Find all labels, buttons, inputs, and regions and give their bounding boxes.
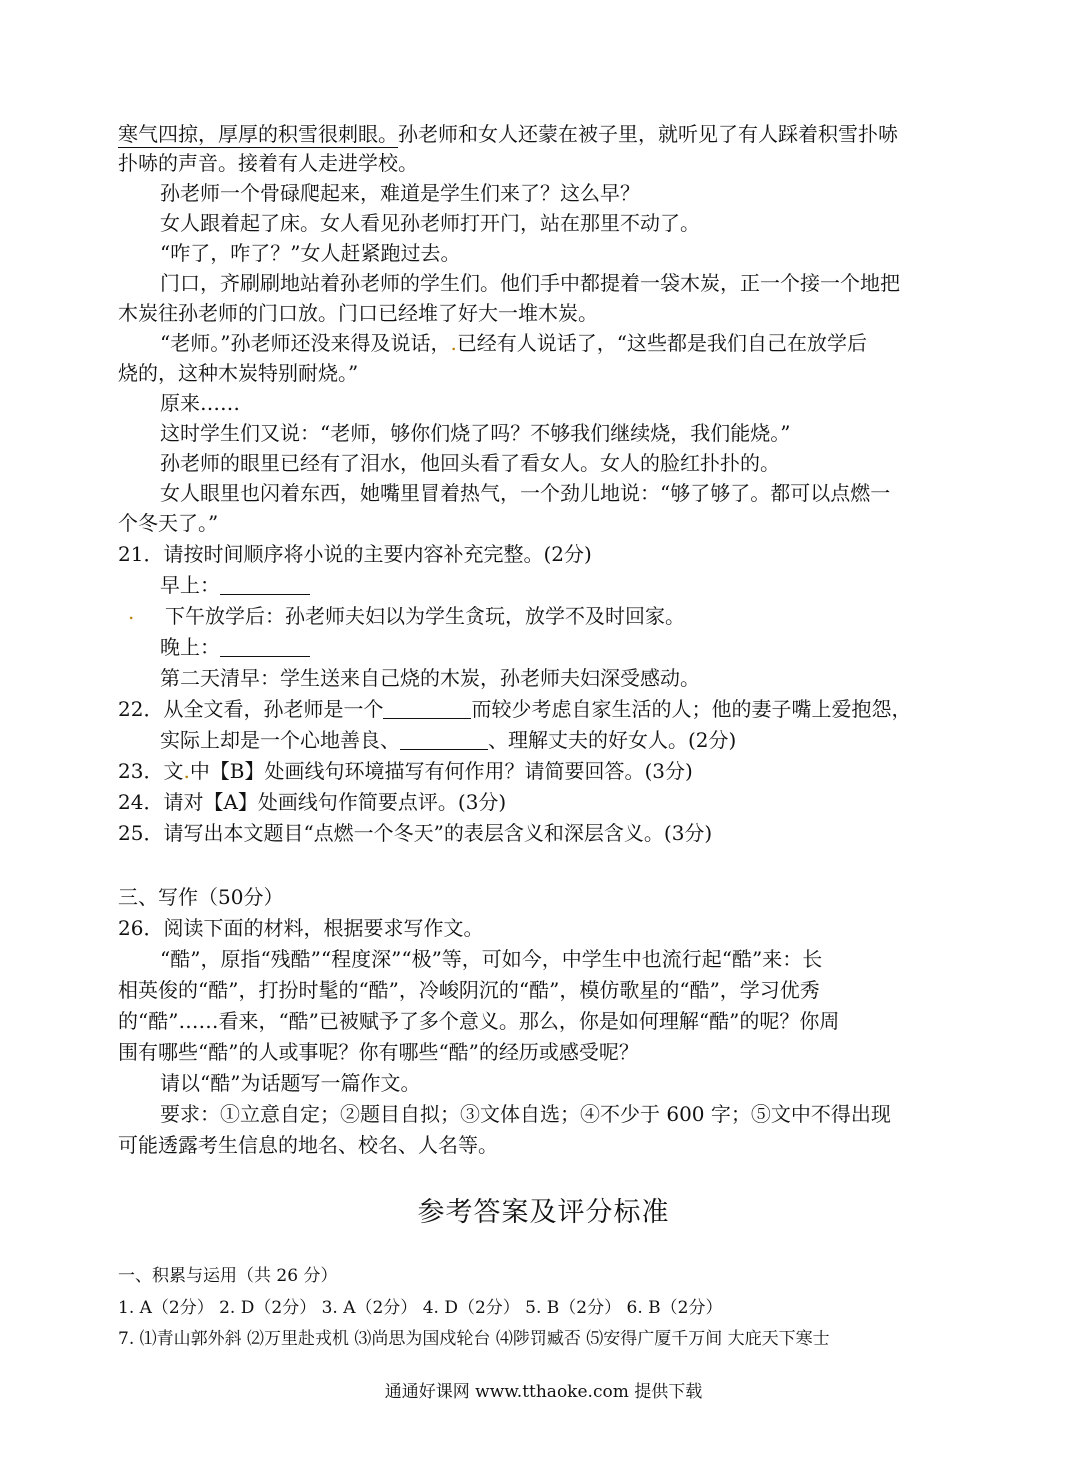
answers-row-2: 7. ⑴青山郭外斜 ⑵万里赴戎机 ⑶尚思为国戍轮台 ⑷陟罚臧否 ⑸安得广厦千万间 大庇天下寒士 <box>118 1329 830 1349</box>
story-paragraph-1: 寒气四掠，厚厚的积雪很刺眼。孙老师和女人还蒙在被子里，就听见了有人踩着积雪扑哧 <box>118 122 898 146</box>
story-paragraph-9: 孙老师的眼里已经有了泪水，他回头看了看女人。女人的脸红扑扑的。 <box>160 451 780 475</box>
answers-row-1: 1. A（2分） 2. D（2分） 3. A（2分） 4. D（2分） 5. B（2分） 6. B（2分） <box>118 1298 723 1318</box>
story-paragraph-3: 女人跟着起了床。女人看见孙老师打开门，站在那里不动了。 <box>160 211 700 235</box>
stray-dot: . <box>450 331 457 355</box>
story-paragraph-8: 这时学生们又说：“老师，够你们烧了吗？不够我们继续烧，我们能烧。” <box>160 421 791 445</box>
story-paragraph-10-cont: 个冬天了。” <box>118 511 219 535</box>
story-paragraph-10: 女人眼里也闪着东西，她嘴里冒着热气，一个劲儿地说：“够了够了。都可以点燃一 <box>160 481 891 505</box>
question-23: 23．文.中【B】处画线句环境描写有何作用？请简要回答。(3分) <box>118 759 693 783</box>
answer-blank[interactable] <box>220 574 310 595</box>
answers-section-1: 一、积累与运用（共 26 分） <box>118 1266 338 1286</box>
question-22-cont: 实际上却是一个心地善良、 、理解丈夫的好女人。(2分) <box>160 728 737 752</box>
question-25: 25．请写出本文题目“点燃一个冬天”的表层含义和深层含义。(3分) <box>118 821 713 845</box>
q21-morning: 早上： <box>160 571 310 599</box>
stray-dot-mark: . <box>128 600 135 624</box>
writing-requirements-cont: 可能透露考生信息的地名、校名、人名等。 <box>118 1133 498 1157</box>
answer-blank[interactable] <box>400 729 488 750</box>
story-paragraph-5-cont: 木炭往孙老师的门口放。门口已经堆了好大一堆木炭。 <box>118 301 598 325</box>
material-line-1: “酷”，原指“残酷”“程度深”“极”等，可如今，中学生中也流行起“酷”来：长 <box>160 947 823 971</box>
writing-topic: 请以“酷”为话题写一篇作文。 <box>160 1071 421 1095</box>
q21-nextday: 第二天清早：学生送来自己烧的木炭，孙老师夫妇深受感动。 <box>160 666 700 690</box>
answer-blank[interactable] <box>383 698 471 719</box>
answer-key-title: 参考答案及评分标准 <box>417 1197 670 1228</box>
material-line-3: 的“酷”……看来，“酷”已被赋予了多个意义。那么，你是如何理解“酷”的呢？你周 <box>118 1009 840 1033</box>
footer-source: 通通好课网 www.tthaoke.com 提供下载 <box>384 1382 703 1402</box>
story-paragraph-4: “咋了，咋了？”女人赶紧跑过去。 <box>160 241 461 265</box>
underlined-sentence-a: 寒气四掠，厚厚的积雪很刺眼。 <box>118 122 398 146</box>
material-line-4: 围有哪些“酷”的人或事呢？你有哪些“酷”的经历或感受呢？ <box>118 1040 639 1064</box>
question-21: 21．请按时间顺序将小说的主要内容补充完整。(2分) <box>118 542 592 566</box>
story-paragraph-1-cont: 扑哧的声音。接着有人走进学校。 <box>118 151 418 175</box>
material-line-2: 相英俊的“酷”，打扮时髦的“酷”，冷峻阴沉的“酷”，模仿歌星的“酷”，学习优秀 <box>118 978 820 1002</box>
q21-evening: 晚上： <box>160 633 310 661</box>
question-22: 22．从全文看，孙老师是一个 而较少考虑自家生活的人；他的妻子嘴上爱抱怨， <box>118 697 912 721</box>
question-24: 24．请对【A】处画线句作简要点评。(3分) <box>118 790 507 814</box>
story-paragraph-6-cont: 烧的，这种木炭特别耐烧。” <box>118 361 359 385</box>
q21-afternoon: 下午放学后：孙老师夫妇以为学生贪玩，放学不及时回家。 <box>165 604 685 628</box>
question-26: 26．阅读下面的材料，根据要求写作文。 <box>118 916 484 940</box>
stray-dot: . <box>183 759 190 783</box>
writing-requirements: 要求：①立意自定；②题目自拟；③文体自选；④不少于 600 字；⑤文中不得出现 <box>160 1102 891 1126</box>
story-paragraph-2: 孙老师一个骨碌爬起来，难道是学生们来了？这么早？ <box>160 181 640 205</box>
story-paragraph-5: 门口，齐刷刷地站着孙老师的学生们。他们手中都提着一袋木炭，正一个接一个地把 <box>160 271 900 295</box>
story-paragraph-6: “老师。”孙老师还没来得及说话，.已经有人说话了，“这些都是我们自己在放学后 <box>160 331 868 355</box>
story-paragraph-7: 原来…… <box>160 391 240 415</box>
section-writing: 三、写作（50分） <box>118 885 284 909</box>
answer-blank[interactable] <box>220 636 310 657</box>
